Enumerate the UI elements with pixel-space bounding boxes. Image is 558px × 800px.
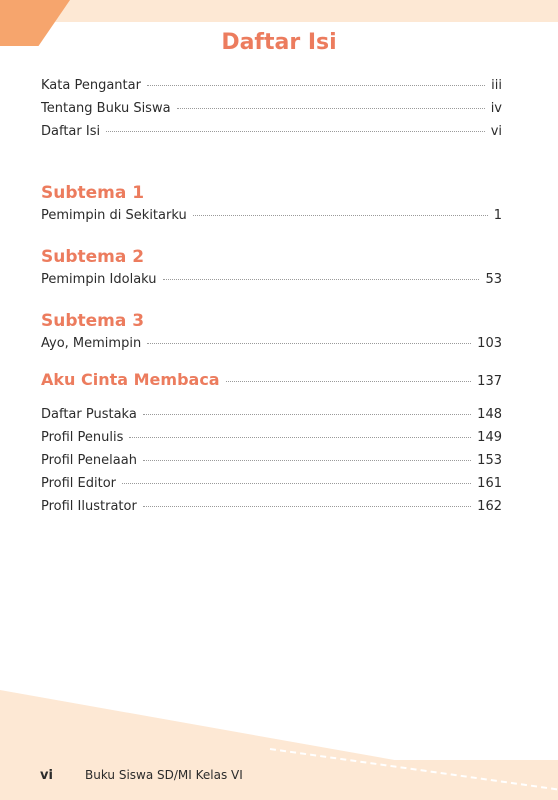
- dot-leader: [122, 483, 471, 484]
- toc-entry[interactable]: [41, 499, 502, 522]
- toc-entry[interactable]: [41, 78, 502, 101]
- toc-entry-label: Daftar Pustaka: [41, 407, 137, 422]
- footer-page-number: vi: [40, 768, 53, 783]
- toc-entry-label: Daftar Isi: [41, 124, 101, 139]
- toc-subtema-2: [41, 242, 502, 295]
- toc-entry[interactable]: [41, 407, 502, 430]
- toc-entry-label: Kata Pengantar: [41, 78, 141, 93]
- toc-entry-page: 137: [477, 374, 502, 389]
- toc-entry-label: Pemimpin di Sekitarku: [41, 208, 187, 223]
- toc-subtema-3: [41, 306, 502, 359]
- toc-entry-page: 153: [477, 453, 502, 468]
- toc-entry-label: Aku Cinta Membaca: [41, 370, 220, 389]
- toc-entry-page: vi: [490, 124, 502, 139]
- toc-entry-page: 161: [477, 476, 502, 491]
- dot-leader: [177, 108, 485, 109]
- toc-entry-label: Profil Penelaah: [41, 453, 137, 468]
- dot-leader: [143, 414, 471, 415]
- toc-entry[interactable]: [41, 453, 502, 476]
- footer-band: [0, 760, 558, 800]
- toc-entry-label: Profil Ilustrator: [41, 499, 137, 514]
- toc-entry[interactable]: [41, 208, 502, 231]
- dot-leader: [226, 381, 472, 382]
- subtema-heading: Subtema 3: [41, 311, 145, 331]
- toc-entry-label: Tentang Buku Siswa: [41, 101, 171, 116]
- toc-front-matter: [41, 78, 502, 147]
- toc-entry[interactable]: [41, 370, 502, 396]
- toc-entry[interactable]: [41, 336, 502, 359]
- subtema-heading: Subtema 2: [41, 247, 145, 267]
- toc-subtema-1: [41, 178, 502, 231]
- toc-entry-label: Ayo, Memimpin: [41, 336, 142, 351]
- dot-leader: [143, 506, 471, 507]
- top-decor-band: [0, 0, 558, 22]
- toc-entry-label: Pemimpin Idolaku: [41, 272, 157, 287]
- toc-entry-label: Profil Editor: [41, 476, 117, 491]
- dot-leader: [147, 85, 485, 86]
- toc-entry-page: 148: [477, 407, 502, 422]
- dot-leader: [106, 131, 485, 132]
- dot-leader: [129, 437, 471, 438]
- toc-entry[interactable]: [41, 430, 502, 453]
- dot-leader: [163, 279, 480, 280]
- toc-entry-label: Profil Penulis: [41, 430, 124, 445]
- toc-entry-page: 162: [477, 499, 502, 514]
- toc-entry-page: iv: [490, 101, 502, 116]
- toc-entry-page: 53: [485, 272, 502, 287]
- dot-leader: [193, 215, 488, 216]
- toc-aku-cinta-membaca: [41, 370, 502, 396]
- toc-entry[interactable]: [41, 101, 502, 124]
- toc-back-matter: [41, 407, 502, 522]
- page-title: Daftar Isi: [221, 30, 337, 55]
- toc-entry[interactable]: [41, 476, 502, 499]
- dot-leader: [147, 343, 471, 344]
- toc-entry-page: 1: [493, 208, 502, 223]
- toc-entry-page: 103: [477, 336, 502, 351]
- toc-entry-page: 149: [477, 430, 502, 445]
- toc-entry[interactable]: [41, 124, 502, 147]
- toc-entry-page: iii: [491, 78, 502, 93]
- toc-entry[interactable]: [41, 272, 502, 295]
- subtema-heading: Subtema 1: [41, 183, 145, 203]
- dot-leader: [143, 460, 471, 461]
- footer-book-title: Buku Siswa SD/MI Kelas VI: [85, 768, 243, 782]
